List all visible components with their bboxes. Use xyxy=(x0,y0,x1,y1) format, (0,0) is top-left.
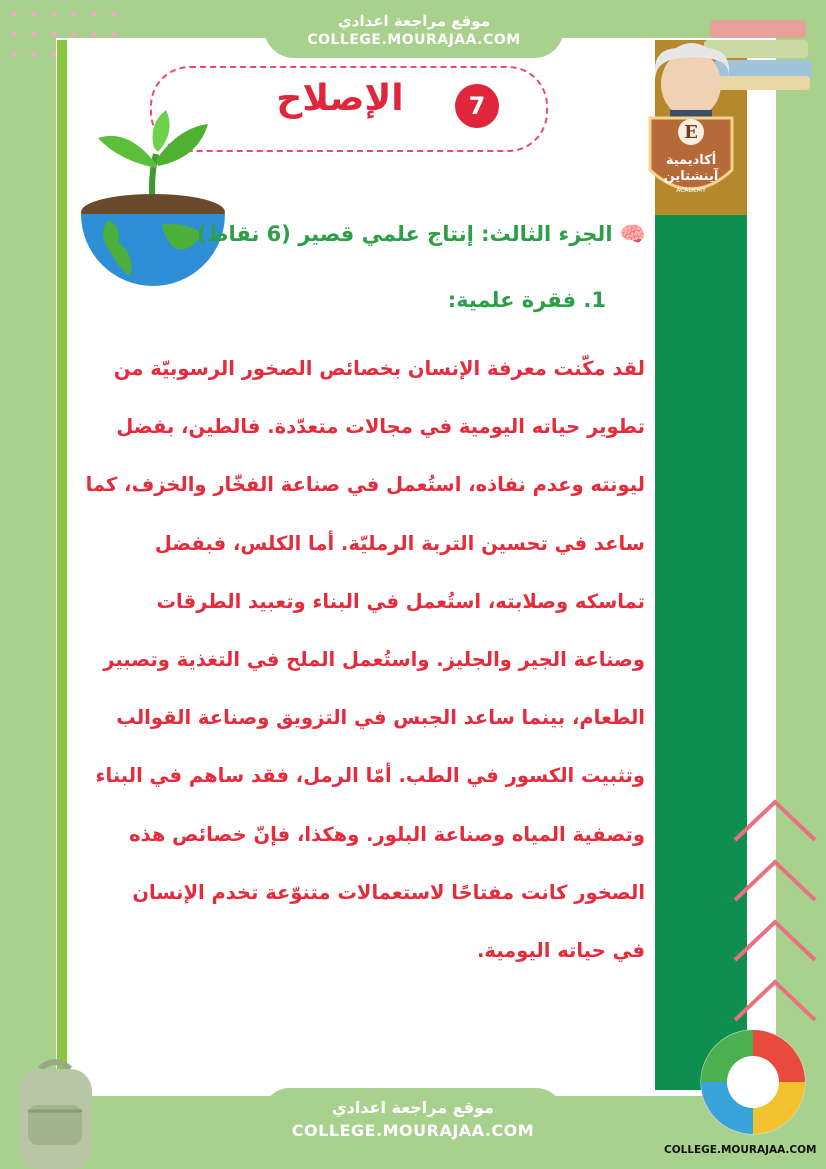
scientific-paragraph xyxy=(85,340,645,980)
college-mourajaa-logo-icon xyxy=(694,1022,812,1142)
einstein-academy-icon xyxy=(636,40,746,210)
paragraph-line: الصخور كانت مفتاحًا لاستعمالات متنوّعة تخدم الإنسان xyxy=(132,880,645,904)
footer-banner xyxy=(262,1088,564,1169)
header-site-url[interactable]: COLLEGE.MOURAJAA.COM xyxy=(307,32,521,48)
footer-site-name: موقع مراجعة اعدادي xyxy=(331,1098,495,1117)
paragraph-line: وتصفية المياه وصناعة البلور. وهكذا، فإنّ خصائص هذه xyxy=(129,822,645,846)
paragraph-line: ليونته وعدم نفاذه، استُعمل في صناعة الفخّار والخزف، كما xyxy=(85,473,645,497)
academy-name-line1: أكاديمية xyxy=(665,153,717,168)
paragraph-line: وتثبيت الكسور في الطب. أمّا الرمل، فقد ساهم في البناء xyxy=(95,764,645,788)
header-site-name: موقع مراجعة اعدادي xyxy=(338,12,490,30)
header-banner xyxy=(264,6,564,58)
backpack-icon xyxy=(0,1055,110,1169)
paragraph-line: تطوير حياته اليومية في مجالات متعدّدة. فالطين، بفضل xyxy=(116,415,645,439)
paragraph-line: ساعد في تحسين التربة الرمليّة. أما الكلس، فبفضل xyxy=(154,531,645,555)
section-heading xyxy=(197,222,646,247)
title-number-badge: 7 xyxy=(455,84,499,128)
left-accent-bar xyxy=(57,40,67,1090)
chevron-decoration-icon xyxy=(725,790,825,1060)
paragraph-line: الطعام، بينما ساعد الجبس في التزويق وصناعة القوالب xyxy=(116,706,645,730)
academy-name-line2: آينشتاين xyxy=(663,169,719,184)
footer-site-url[interactable]: COLLEGE.MOURAJAA.COM xyxy=(291,1121,535,1140)
paragraph-line: في حياته اليومية. xyxy=(476,939,645,963)
academy-tag: ACADEMY xyxy=(676,187,706,194)
paragraph-line: لقد مكّنت معرفة الإنسان بخصائص الصخور الرسوبيّة من xyxy=(113,357,645,380)
section-heading-text: الجزء الثالث: إنتاج علمي قصير (6 نقاط) xyxy=(197,222,613,246)
paragraph-line: وصناعة الجير والجليز. واستُعمل الملح في التغذية وتصبير xyxy=(103,648,645,672)
page-title: الإصلاح xyxy=(276,78,404,119)
logo-caption: COLLEGE.MOURAJAA.COM xyxy=(664,1144,817,1156)
sub-heading: 1. فقرة علمية: xyxy=(447,288,606,312)
academy-letter: E xyxy=(684,122,698,143)
globe-plant-icon xyxy=(78,108,228,290)
brain-icon: 🧠 xyxy=(619,222,646,246)
paragraph-line: تماسكه وصلابته، استُعمل في البناء وتعبيد الطرقات xyxy=(156,589,645,613)
